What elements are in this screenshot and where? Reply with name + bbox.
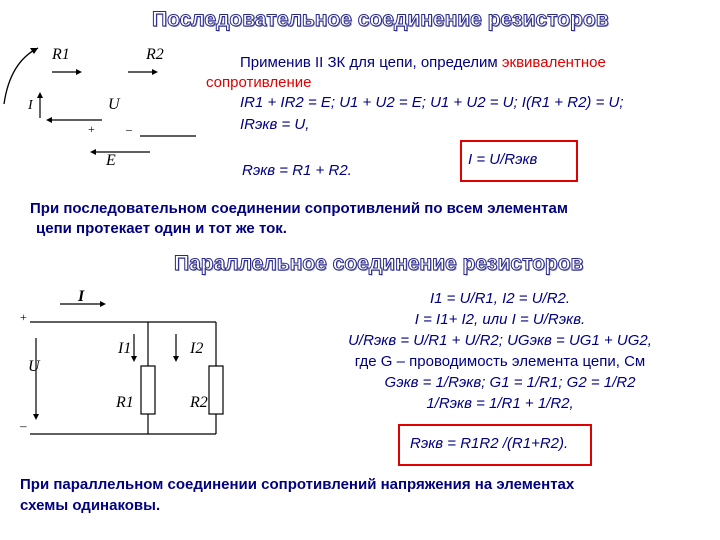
resistor-r1 (141, 366, 155, 414)
series-intro-c: сопротивление (206, 74, 312, 91)
series-eq1: IR1 + IR2 = E; U1 + U2 = E; U1 + U2 = U; I(R1 + R2) = U; (240, 94, 624, 111)
parallel-i2-label: I2 (190, 340, 204, 357)
parallel-l1: I1 = U/R1, I2 = U/R2. (429, 290, 571, 307)
parallel-u-label: U (28, 358, 40, 375)
parallel-i-label: I (78, 288, 85, 305)
series-boxed-text: I = U/Rэкв (468, 151, 538, 168)
parallel-l3: U/Rэкв = U/R1 + U/R2; UGэкв = UG1 + UG2, (348, 332, 652, 349)
parallel-l6: 1/Rэкв = 1/R1 + 1/R2, (426, 395, 574, 412)
series-r2-label: R2 (146, 46, 164, 63)
parallel-l2: I = I1+ I2, или I = U/Rэкв. (414, 311, 586, 328)
series-i-label: I (28, 98, 33, 113)
series-eq2: IRэкв = U, (240, 116, 310, 133)
series-e-label: E (106, 152, 116, 169)
series-intro-b: эквивалентное (501, 54, 606, 71)
parallel-i1-label: I1 (118, 340, 132, 357)
parallel-r2-label: R2 (190, 394, 208, 411)
parallel-l4: где G – проводимость элемента цепи, См (354, 353, 646, 370)
parallel-conclusion-1: При параллельном соединении сопротивлений напряжения на элементах (20, 476, 575, 493)
resistor-r2 (209, 366, 223, 414)
series-conclusion-2: цепи протекает один и тот же ток. (36, 220, 287, 237)
current-arc (4, 48, 38, 104)
series-intro-a: Применив II ЗК для цепи, определим (240, 54, 502, 71)
series-result: Rэкв = R1 + R2. (242, 162, 352, 179)
parallel-boxed-formula (398, 424, 592, 466)
series-u-label: U (108, 96, 120, 113)
parallel-plus-label: + (20, 310, 27, 324)
series-plus-label: + (88, 122, 95, 136)
series-conclusion-1: При последовательном соединении сопротивлений по всем элементам (30, 200, 568, 217)
arc-arrowhead (30, 48, 38, 54)
parallel-l5: Gэкв = 1/Rэкв; G1 = 1/R1; G2 = 1/R2 (384, 374, 636, 391)
parallel-title: Параллельное соединение резисторов (174, 252, 584, 275)
parallel-r1-label: R1 (116, 394, 134, 411)
series-r1-label: R1 (52, 46, 70, 63)
series-boxed-formula (460, 140, 578, 182)
parallel-minus-label: – (20, 418, 27, 433)
series-intro-line (240, 54, 606, 72)
parallel-conclusion-2: схемы одинаковы. (20, 497, 161, 514)
series-minus-label: – (126, 122, 132, 136)
parallel-boxed-text: Rэкв = R1R2 /(R1+R2). (410, 435, 569, 452)
series-title: Последовательное соединение резисторов (152, 8, 609, 31)
